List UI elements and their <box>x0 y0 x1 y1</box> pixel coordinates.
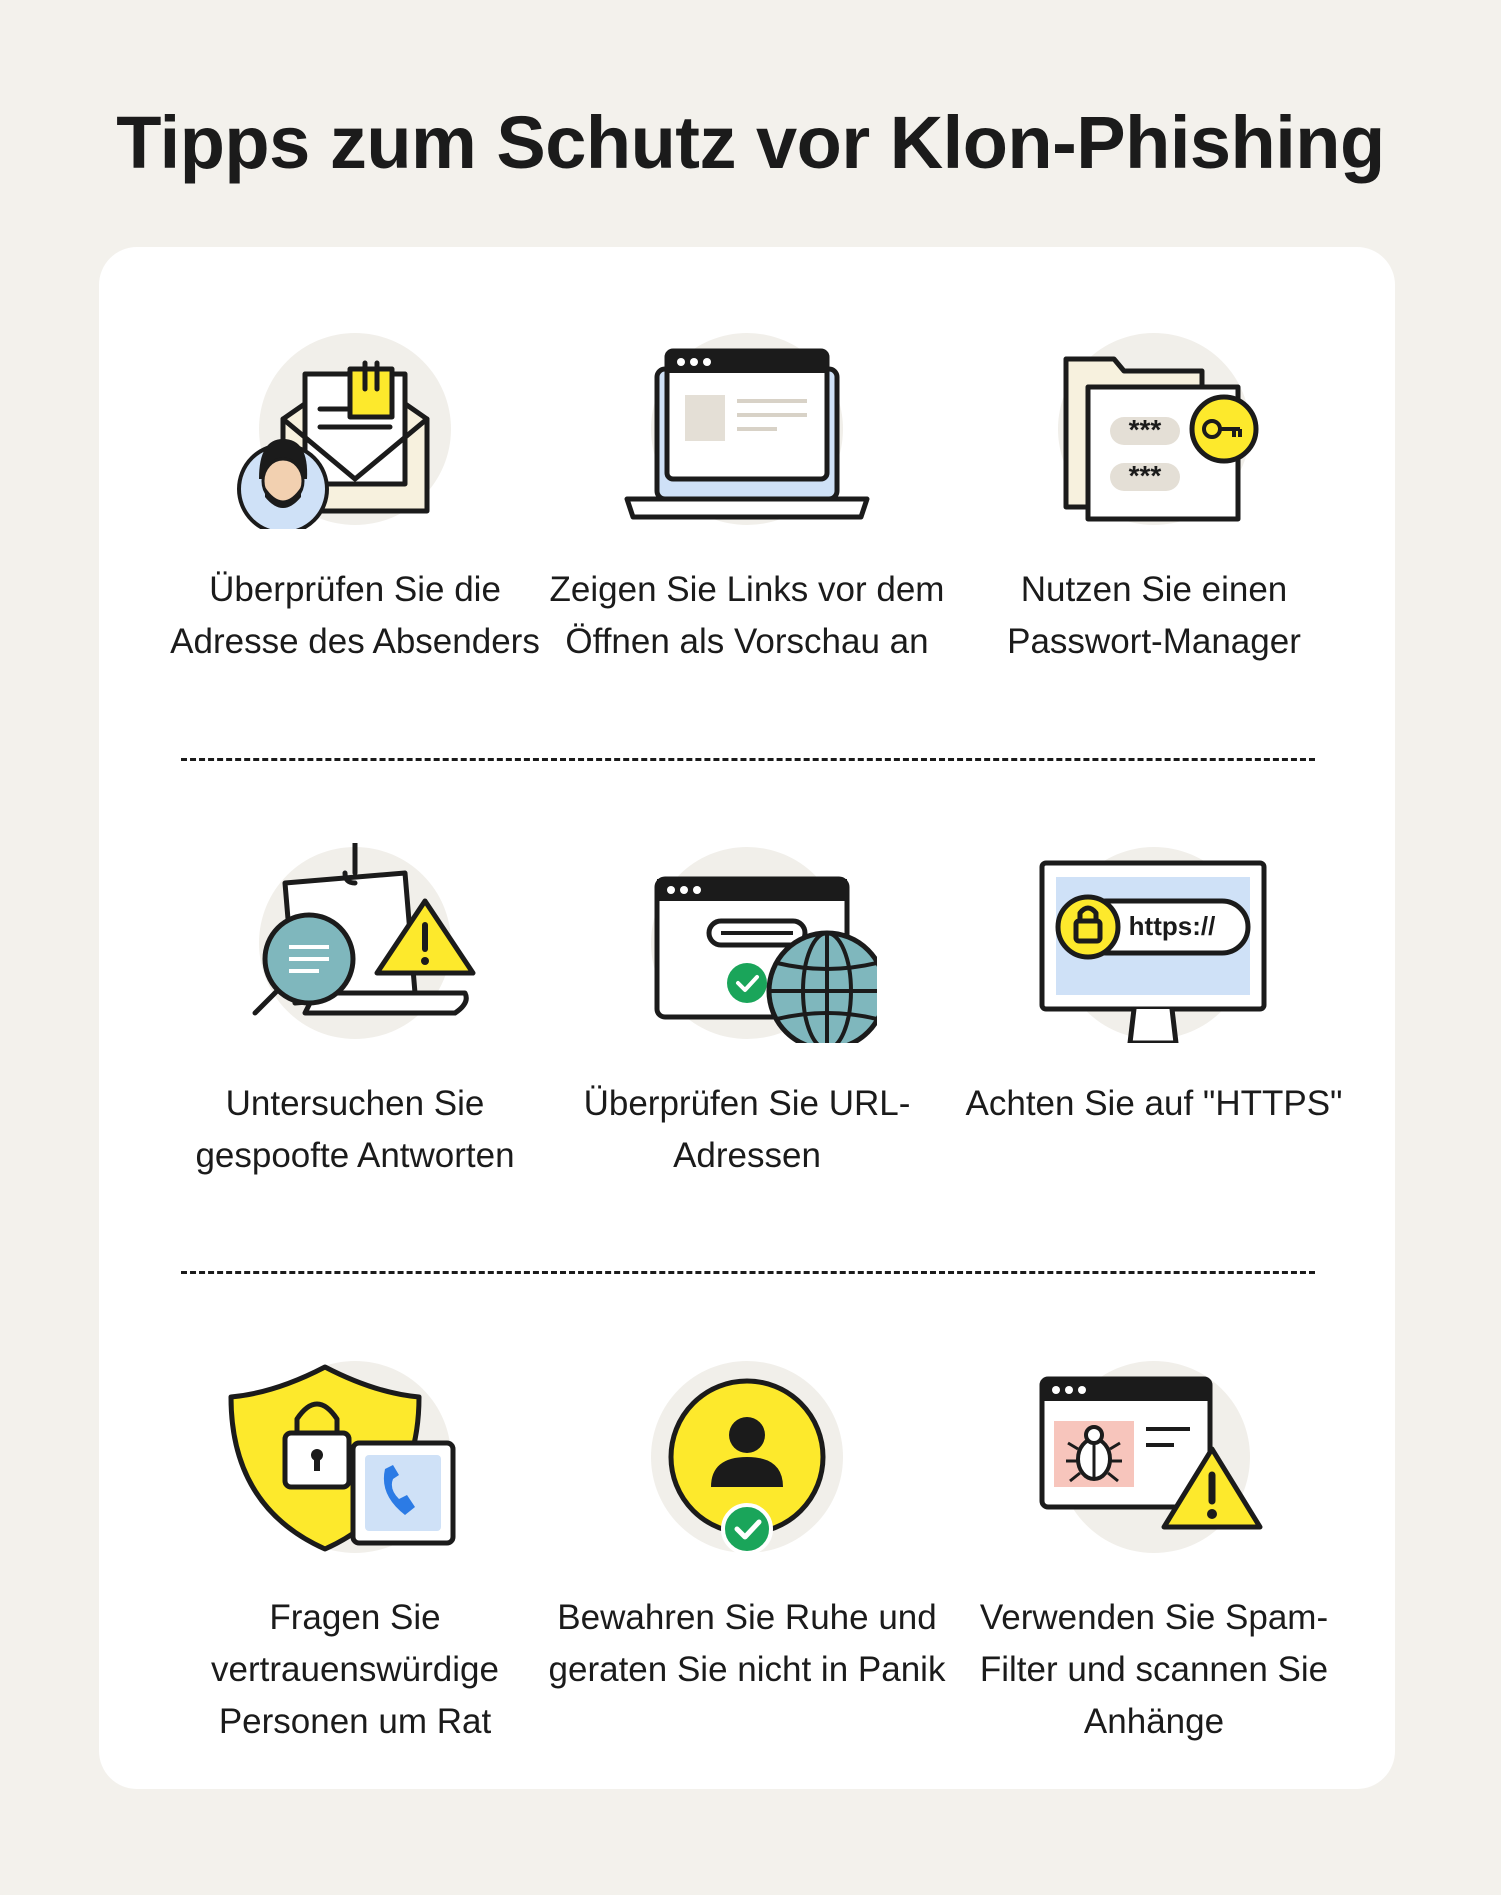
https-text: https:// <box>1128 911 1216 941</box>
monitor-https-icon <box>1024 843 1284 1043</box>
tip-label: Bewahren Sie Ruhe und geraten Sie nicht in Panik <box>548 1598 946 1689</box>
shield-phone-icon <box>225 1357 485 1557</box>
password-mask: *** <box>1128 414 1162 445</box>
browser-globe-icon <box>617 843 877 1043</box>
tip-label: Zeigen Sie Links vor dem Öffnen als Vorschau an <box>549 570 945 661</box>
tip-label: Achten Sie auf "HTTPS" <box>965 1084 1343 1123</box>
tip-label: Überprüfen Sie die Adresse des Absenders <box>170 570 540 661</box>
tip-label: Überprüfen Sie URL-Adressen <box>583 1084 911 1175</box>
magnifier-document-warning-icon <box>225 843 485 1043</box>
tip-label: Nutzen Sie einen Passwort-Manager <box>1007 570 1301 661</box>
row-divider <box>181 758 1315 761</box>
row-divider <box>181 1271 1315 1274</box>
password-mask: *** <box>1128 460 1162 491</box>
page-title: Tipps zum Schutz vor Klon-Phishing <box>116 101 1385 184</box>
tips-card <box>99 247 1395 1789</box>
tip-label: Fragen Sie vertrauenswürdige Personen um Rat <box>211 1598 499 1741</box>
browser-bug-warning-icon <box>1024 1357 1284 1557</box>
laptop-icon <box>617 329 877 529</box>
tip-label: Untersuchen Sie gespoofte Antworten <box>195 1084 515 1175</box>
tip-label: Verwenden Sie Spam-Filter und scannen Sie Anhänge <box>979 1598 1329 1741</box>
envelope-person-icon <box>225 329 485 529</box>
password-folder-key-icon <box>1024 329 1284 529</box>
person-check-icon <box>617 1357 877 1557</box>
